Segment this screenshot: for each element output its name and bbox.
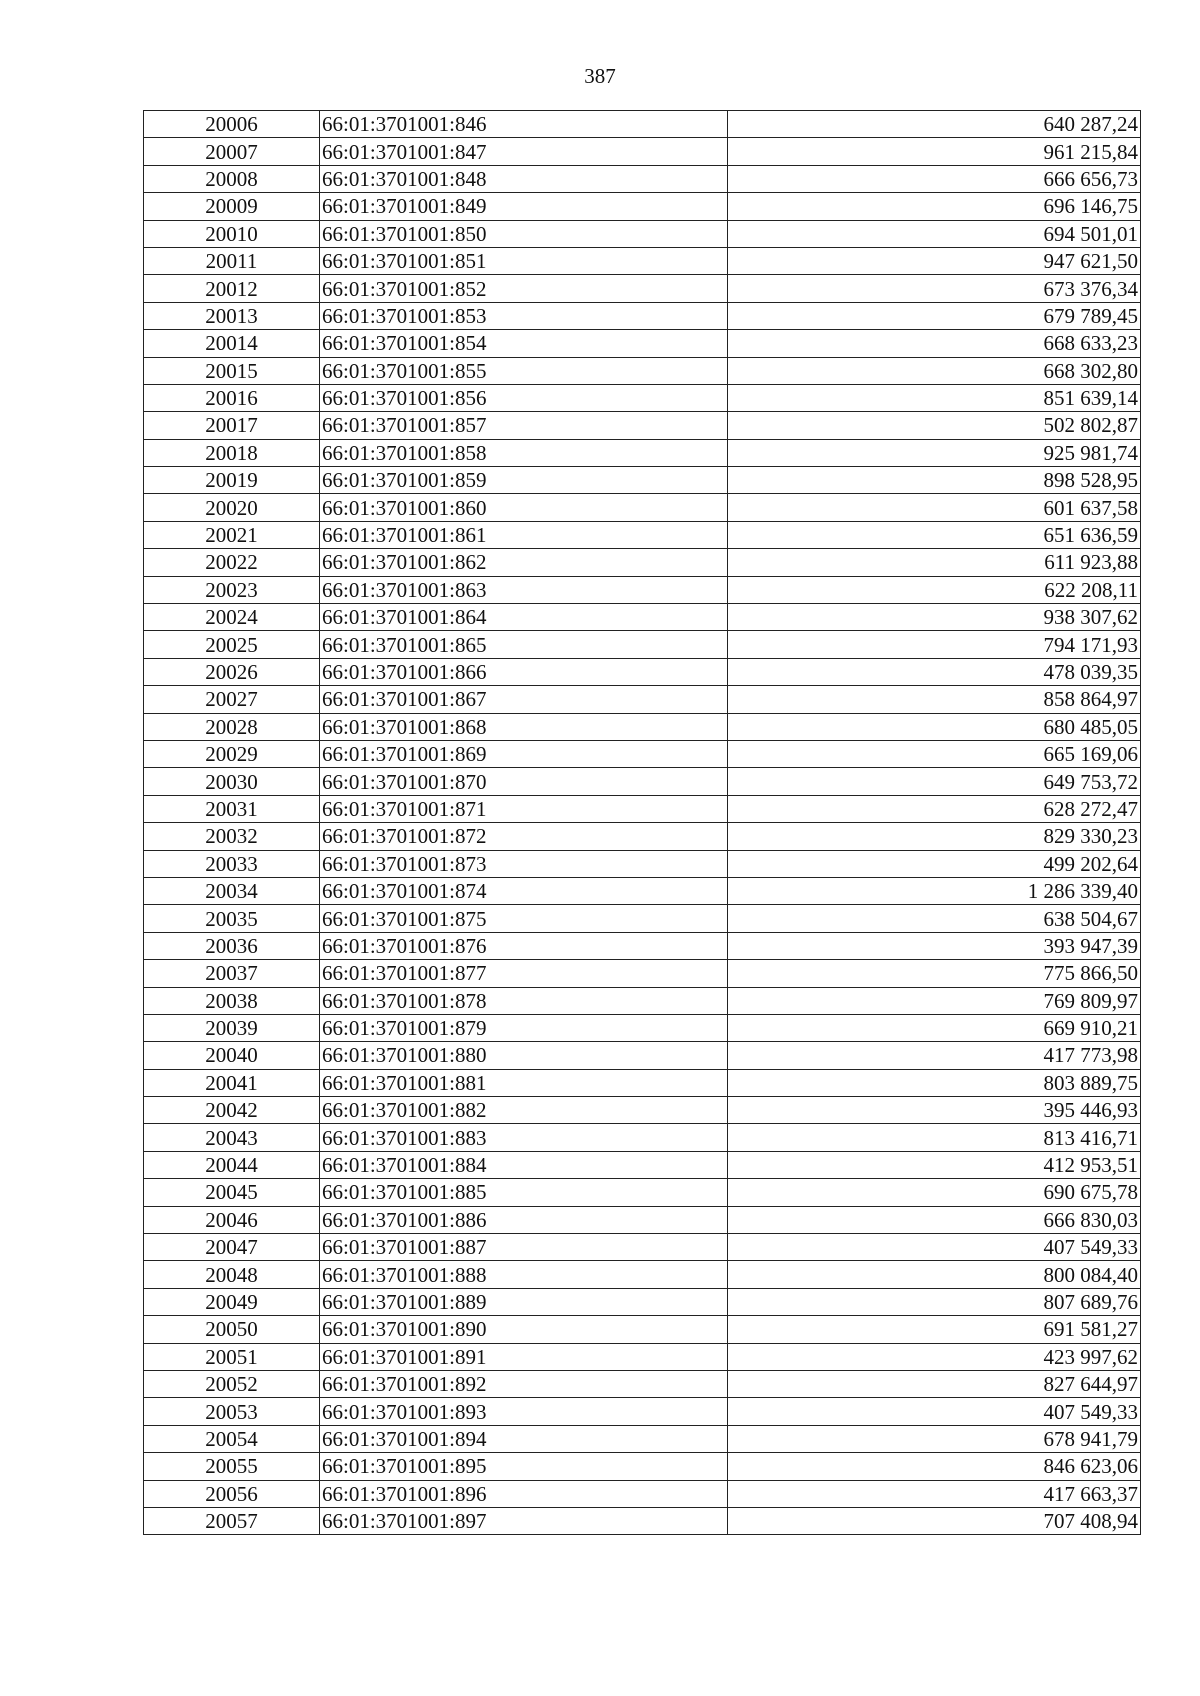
row-number-cell: 20007: [144, 138, 320, 165]
cadastral-number-cell: 66:01:3701001:895: [320, 1453, 728, 1480]
table-row: [144, 576, 1141, 603]
cadastral-number-cell: 66:01:3701001:854: [320, 330, 728, 357]
table-row: [144, 1124, 1141, 1151]
cadastral-value-cell: 417 663,37: [728, 1480, 1141, 1507]
row-number-cell: 20031: [144, 795, 320, 822]
cadastral-number-cell: 66:01:3701001:859: [320, 467, 728, 494]
cadastral-number-cell: 66:01:3701001:879: [320, 1014, 728, 1041]
row-number-cell: 20052: [144, 1370, 320, 1397]
cadastral-number-cell: 66:01:3701001:886: [320, 1206, 728, 1233]
cadastral-value-cell: 502 802,87: [728, 412, 1141, 439]
cadastral-value-cell: 628 272,47: [728, 795, 1141, 822]
row-number-cell: 20048: [144, 1261, 320, 1288]
cadastral-number-cell: 66:01:3701001:855: [320, 357, 728, 384]
cadastral-value-cell: 707 408,94: [728, 1507, 1141, 1534]
table-row: [144, 850, 1141, 877]
row-number-cell: 20029: [144, 740, 320, 767]
cadastral-value-cell: 651 636,59: [728, 521, 1141, 548]
cadastral-value-cell: 499 202,64: [728, 850, 1141, 877]
cadastral-value-cell: 829 330,23: [728, 823, 1141, 850]
cadastral-value-cell: 807 689,76: [728, 1288, 1141, 1315]
cadastral-number-cell: 66:01:3701001:874: [320, 877, 728, 904]
cadastral-number-cell: 66:01:3701001:880: [320, 1042, 728, 1069]
cadastral-value-cell: 846 623,06: [728, 1453, 1141, 1480]
table-row: [144, 138, 1141, 165]
cadastral-number-cell: 66:01:3701001:849: [320, 193, 728, 220]
cadastral-number-cell: 66:01:3701001:860: [320, 494, 728, 521]
table-row: [144, 521, 1141, 548]
cadastral-value-cell: 775 866,50: [728, 960, 1141, 987]
table-row: [144, 740, 1141, 767]
row-number-cell: 20030: [144, 768, 320, 795]
row-number-cell: 20053: [144, 1398, 320, 1425]
cadastral-value-cell: 395 446,93: [728, 1097, 1141, 1124]
row-number-cell: 20045: [144, 1179, 320, 1206]
row-number-cell: 20015: [144, 357, 320, 384]
cadastral-value-cell: 925 981,74: [728, 439, 1141, 466]
row-number-cell: 20024: [144, 604, 320, 631]
table-row: [144, 1069, 1141, 1096]
cadastral-value-cell: 800 084,40: [728, 1261, 1141, 1288]
cadastral-value-cell: 417 773,98: [728, 1042, 1141, 1069]
table-row: [144, 823, 1141, 850]
cadastral-value-cell: 851 639,14: [728, 384, 1141, 411]
cadastral-value-cell: 678 941,79: [728, 1425, 1141, 1452]
cadastral-value-cell: 813 416,71: [728, 1124, 1141, 1151]
table-row: [144, 439, 1141, 466]
row-number-cell: 20051: [144, 1343, 320, 1370]
cadastral-value-table: [143, 110, 1141, 1535]
table-row: [144, 905, 1141, 932]
row-number-cell: 20018: [144, 439, 320, 466]
table-row: [144, 330, 1141, 357]
table-row: [144, 960, 1141, 987]
cadastral-number-cell: 66:01:3701001:867: [320, 686, 728, 713]
cadastral-number-cell: 66:01:3701001:862: [320, 549, 728, 576]
table-row: [144, 357, 1141, 384]
cadastral-value-cell: 640 287,24: [728, 111, 1141, 138]
table-row: [144, 1151, 1141, 1178]
row-number-cell: 20055: [144, 1453, 320, 1480]
cadastral-number-cell: 66:01:3701001:887: [320, 1234, 728, 1261]
row-number-cell: 20021: [144, 521, 320, 548]
row-number-cell: 20036: [144, 932, 320, 959]
row-number-cell: 20049: [144, 1288, 320, 1315]
row-number-cell: 20023: [144, 576, 320, 603]
row-number-cell: 20011: [144, 247, 320, 274]
cadastral-value-cell: 393 947,39: [728, 932, 1141, 959]
row-number-cell: 20039: [144, 1014, 320, 1041]
cadastral-value-cell: 478 039,35: [728, 658, 1141, 685]
table-row: [144, 1316, 1141, 1343]
table-row: [144, 658, 1141, 685]
table-row: [144, 1370, 1141, 1397]
row-number-cell: 20054: [144, 1425, 320, 1452]
table-row: [144, 604, 1141, 631]
table-row: [144, 1042, 1141, 1069]
cadastral-value-cell: 769 809,97: [728, 987, 1141, 1014]
cadastral-number-cell: 66:01:3701001:850: [320, 220, 728, 247]
cadastral-number-cell: 66:01:3701001:884: [320, 1151, 728, 1178]
cadastral-value-cell: 827 644,97: [728, 1370, 1141, 1397]
cadastral-number-cell: 66:01:3701001:870: [320, 768, 728, 795]
row-number-cell: 20040: [144, 1042, 320, 1069]
cadastral-value-cell: 407 549,33: [728, 1234, 1141, 1261]
cadastral-value-cell: 638 504,67: [728, 905, 1141, 932]
table-row: [144, 111, 1141, 138]
row-number-cell: 20008: [144, 165, 320, 192]
cadastral-number-cell: 66:01:3701001:885: [320, 1179, 728, 1206]
row-number-cell: 20010: [144, 220, 320, 247]
cadastral-value-cell: 669 910,21: [728, 1014, 1141, 1041]
row-number-cell: 20047: [144, 1234, 320, 1261]
row-number-cell: 20041: [144, 1069, 320, 1096]
row-number-cell: 20034: [144, 877, 320, 904]
cadastral-value-cell: 690 675,78: [728, 1179, 1141, 1206]
cadastral-number-cell: 66:01:3701001:856: [320, 384, 728, 411]
cadastral-number-cell: 66:01:3701001:896: [320, 1480, 728, 1507]
cadastral-value-cell: 407 549,33: [728, 1398, 1141, 1425]
row-number-cell: 20016: [144, 384, 320, 411]
cadastral-value-cell: 649 753,72: [728, 768, 1141, 795]
table-row: [144, 1206, 1141, 1233]
cadastral-number-cell: 66:01:3701001:897: [320, 1507, 728, 1534]
cadastral-number-cell: 66:01:3701001:852: [320, 275, 728, 302]
table-row: [144, 1425, 1141, 1452]
cadastral-value-cell: 679 789,45: [728, 302, 1141, 329]
table-row: [144, 1288, 1141, 1315]
cadastral-value-cell: 938 307,62: [728, 604, 1141, 631]
cadastral-number-cell: 66:01:3701001:865: [320, 631, 728, 658]
row-number-cell: 20012: [144, 275, 320, 302]
row-number-cell: 20020: [144, 494, 320, 521]
cadastral-value-cell: 961 215,84: [728, 138, 1141, 165]
cadastral-number-cell: 66:01:3701001:851: [320, 247, 728, 274]
cadastral-number-cell: 66:01:3701001:891: [320, 1343, 728, 1370]
row-number-cell: 20057: [144, 1507, 320, 1534]
row-number-cell: 20037: [144, 960, 320, 987]
row-number-cell: 20050: [144, 1316, 320, 1343]
cadastral-number-cell: 66:01:3701001:846: [320, 111, 728, 138]
table-row: [144, 1507, 1141, 1534]
cadastral-number-cell: 66:01:3701001:872: [320, 823, 728, 850]
cadastral-number-cell: 66:01:3701001:889: [320, 1288, 728, 1315]
row-number-cell: 20056: [144, 1480, 320, 1507]
table-row: [144, 713, 1141, 740]
table-row: [144, 412, 1141, 439]
table-row: [144, 220, 1141, 247]
cadastral-value-cell: 611 923,88: [728, 549, 1141, 576]
cadastral-value-cell: 691 581,27: [728, 1316, 1141, 1343]
row-number-cell: 20027: [144, 686, 320, 713]
cadastral-number-cell: 66:01:3701001:878: [320, 987, 728, 1014]
row-number-cell: 20017: [144, 412, 320, 439]
table-row: [144, 932, 1141, 959]
cadastral-number-cell: 66:01:3701001:893: [320, 1398, 728, 1425]
cadastral-number-cell: 66:01:3701001:869: [320, 740, 728, 767]
table-row: [144, 467, 1141, 494]
cadastral-number-cell: 66:01:3701001:848: [320, 165, 728, 192]
cadastral-number-cell: 66:01:3701001:857: [320, 412, 728, 439]
cadastral-value-cell: 622 208,11: [728, 576, 1141, 603]
table-row: [144, 1014, 1141, 1041]
cadastral-number-cell: 66:01:3701001:868: [320, 713, 728, 740]
cadastral-value-cell: 947 621,50: [728, 247, 1141, 274]
cadastral-value-cell: 666 830,03: [728, 1206, 1141, 1233]
table-row: [144, 768, 1141, 795]
cadastral-value-cell: 696 146,75: [728, 193, 1141, 220]
cadastral-number-cell: 66:01:3701001:894: [320, 1425, 728, 1452]
table-row: [144, 987, 1141, 1014]
cadastral-value-cell: 1 286 339,40: [728, 877, 1141, 904]
row-number-cell: 20014: [144, 330, 320, 357]
row-number-cell: 20035: [144, 905, 320, 932]
cadastral-number-cell: 66:01:3701001:864: [320, 604, 728, 631]
cadastral-value-cell: 694 501,01: [728, 220, 1141, 247]
cadastral-value-cell: 680 485,05: [728, 713, 1141, 740]
cadastral-value-cell: 803 889,75: [728, 1069, 1141, 1096]
cadastral-value-cell: 601 637,58: [728, 494, 1141, 521]
table-row: [144, 275, 1141, 302]
table-row: [144, 631, 1141, 658]
table-row: [144, 384, 1141, 411]
row-number-cell: 20038: [144, 987, 320, 1014]
cadastral-value-cell: 668 302,80: [728, 357, 1141, 384]
table-row: [144, 302, 1141, 329]
row-number-cell: 20043: [144, 1124, 320, 1151]
table-row: [144, 165, 1141, 192]
cadastral-number-cell: 66:01:3701001:853: [320, 302, 728, 329]
cadastral-number-cell: 66:01:3701001:858: [320, 439, 728, 466]
cadastral-value-cell: 666 656,73: [728, 165, 1141, 192]
row-number-cell: 20042: [144, 1097, 320, 1124]
row-number-cell: 20026: [144, 658, 320, 685]
cadastral-number-cell: 66:01:3701001:882: [320, 1097, 728, 1124]
cadastral-value-cell: 673 376,34: [728, 275, 1141, 302]
row-number-cell: 20044: [144, 1151, 320, 1178]
cadastral-number-cell: 66:01:3701001:890: [320, 1316, 728, 1343]
cadastral-number-cell: 66:01:3701001:875: [320, 905, 728, 932]
cadastral-number-cell: 66:01:3701001:881: [320, 1069, 728, 1096]
cadastral-value-cell: 665 169,06: [728, 740, 1141, 767]
cadastral-value-cell: 794 171,93: [728, 631, 1141, 658]
cadastral-number-cell: 66:01:3701001:892: [320, 1370, 728, 1397]
table-row: [144, 877, 1141, 904]
row-number-cell: 20046: [144, 1206, 320, 1233]
table-row: [144, 1179, 1141, 1206]
cadastral-number-cell: 66:01:3701001:863: [320, 576, 728, 603]
table-row: [144, 549, 1141, 576]
cadastral-value-cell: 668 633,23: [728, 330, 1141, 357]
cadastral-value-cell: 858 864,97: [728, 686, 1141, 713]
table-row: [144, 1234, 1141, 1261]
table-row: [144, 247, 1141, 274]
cadastral-number-cell: 66:01:3701001:883: [320, 1124, 728, 1151]
row-number-cell: 20022: [144, 549, 320, 576]
cadastral-value-cell: 412 953,51: [728, 1151, 1141, 1178]
cadastral-number-cell: 66:01:3701001:871: [320, 795, 728, 822]
table-row: [144, 1261, 1141, 1288]
table-row: [144, 1398, 1141, 1425]
row-number-cell: 20033: [144, 850, 320, 877]
cadastral-value-cell: 423 997,62: [728, 1343, 1141, 1370]
cadastral-number-cell: 66:01:3701001:861: [320, 521, 728, 548]
table-row: [144, 1343, 1141, 1370]
table-row: [144, 686, 1141, 713]
cadastral-number-cell: 66:01:3701001:866: [320, 658, 728, 685]
page-number: 387: [584, 64, 616, 88]
row-number-cell: 20019: [144, 467, 320, 494]
cadastral-number-cell: 66:01:3701001:873: [320, 850, 728, 877]
cadastral-value-cell: 898 528,95: [728, 467, 1141, 494]
table-row: [144, 795, 1141, 822]
table-row: [144, 494, 1141, 521]
row-number-cell: 20028: [144, 713, 320, 740]
cadastral-number-cell: 66:01:3701001:877: [320, 960, 728, 987]
row-number-cell: 20006: [144, 111, 320, 138]
row-number-cell: 20025: [144, 631, 320, 658]
row-number-cell: 20013: [144, 302, 320, 329]
row-number-cell: 20009: [144, 193, 320, 220]
cadastral-number-cell: 66:01:3701001:847: [320, 138, 728, 165]
row-number-cell: 20032: [144, 823, 320, 850]
table-row: [144, 1097, 1141, 1124]
table-row: [144, 1453, 1141, 1480]
table-row: [144, 1480, 1141, 1507]
table-row: [144, 193, 1141, 220]
cadastral-number-cell: 66:01:3701001:888: [320, 1261, 728, 1288]
cadastral-number-cell: 66:01:3701001:876: [320, 932, 728, 959]
table-body: [144, 111, 1141, 1535]
